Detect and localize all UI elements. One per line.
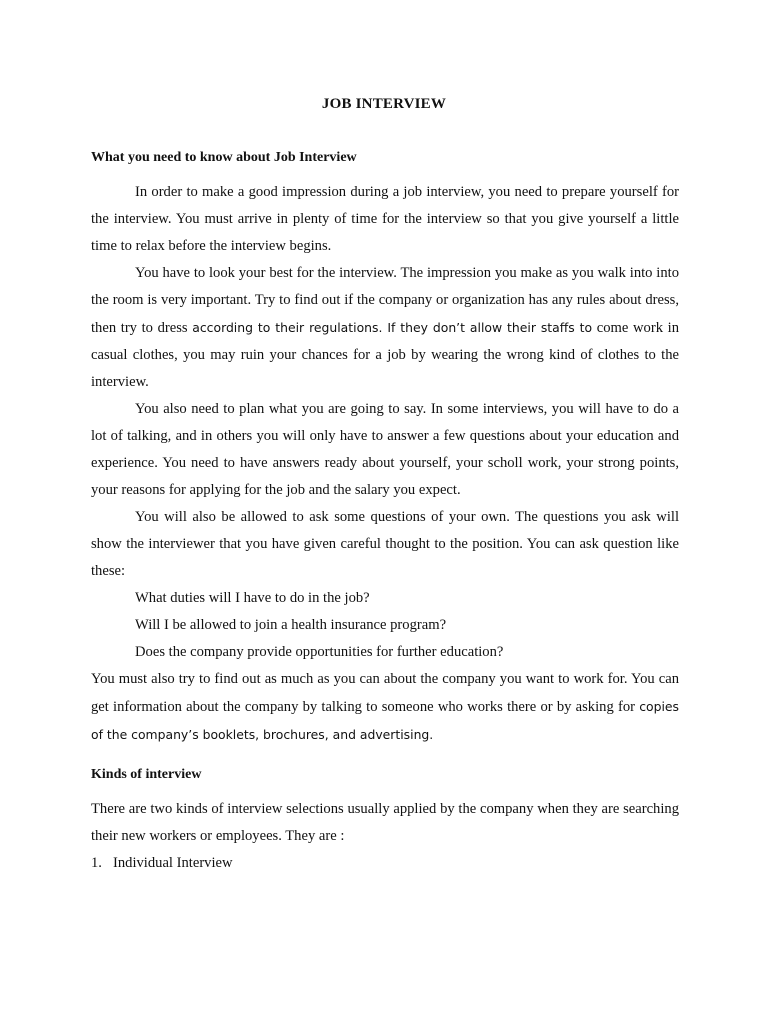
- list-item: [91, 853, 233, 873]
- document-title: JOB INTERVIEW: [321, 96, 447, 112]
- paragraph-plan: You also need to plan what you are going to say. In some interviews, you will have to do a lot of talking, and in others you will only have to answer a few questions about your education and experience. You need to have answers ready about yourself, your scholl work, your strong points, your reasons for applying for the job and the salary you expect.: [91, 401, 679, 498]
- question-item: Will I be allowed to join a health insurance program?: [135, 617, 447, 633]
- section-body-kinds-of-interview: [91, 796, 679, 850]
- list-item-number: 1.: [91, 855, 102, 871]
- section-body-job-interview: [91, 179, 679, 749]
- paragraph-prepare: In order to make a good impression during a job interview, you need to prepare yourself for the interview. You must arrive in plenty of time for the interview so that you give yourself a little time to relax before the interview begins.: [91, 184, 679, 254]
- paragraph-dress: [91, 260, 679, 396]
- question-item: What duties will I have to do in the job?: [135, 590, 370, 606]
- paragraph-company-info-part1: You must also try to find out as much as you can about the company you want to work for. You can get information about the company by talking to someone who works there or by asking for: [91, 671, 679, 715]
- paragraph-dress-part2: according to their regulations. If they don’t allow their staffs to: [192, 320, 593, 335]
- paragraph-questions: You will also be allowed to ask some questions of your own. The questions you ask will show the interviewer that you have given careful thought to the position. You can ask question like these:: [91, 509, 679, 579]
- paragraph-company-info-part2: copies of the company’s booklets, brochures, and advertising.: [91, 699, 679, 742]
- list-item-text: Individual Interview: [113, 855, 233, 871]
- paragraph-dress-part1: You have to look your best for the interview. The impression you make as you walk into into the room is very important. Try to find out if the company or organization has any rules about dress, then try to dress: [91, 265, 679, 336]
- paragraph-kinds: There are two kinds of interview selections usually applied by the company when they are searching their new workers or employees. They are :: [91, 801, 679, 844]
- paragraph-dress-part3: come work in casual clothes, you may ruin your chances for a job by wearing the wrong kind of clothes to the interview.: [91, 320, 680, 390]
- section-heading-job-interview: What you need to know about Job Interview: [91, 150, 357, 165]
- question-item: Does the company provide opportunities for further education?: [135, 644, 504, 660]
- section-heading-kinds-of-interview: Kinds of interview: [91, 767, 202, 782]
- paragraph-company-info: [91, 666, 679, 749]
